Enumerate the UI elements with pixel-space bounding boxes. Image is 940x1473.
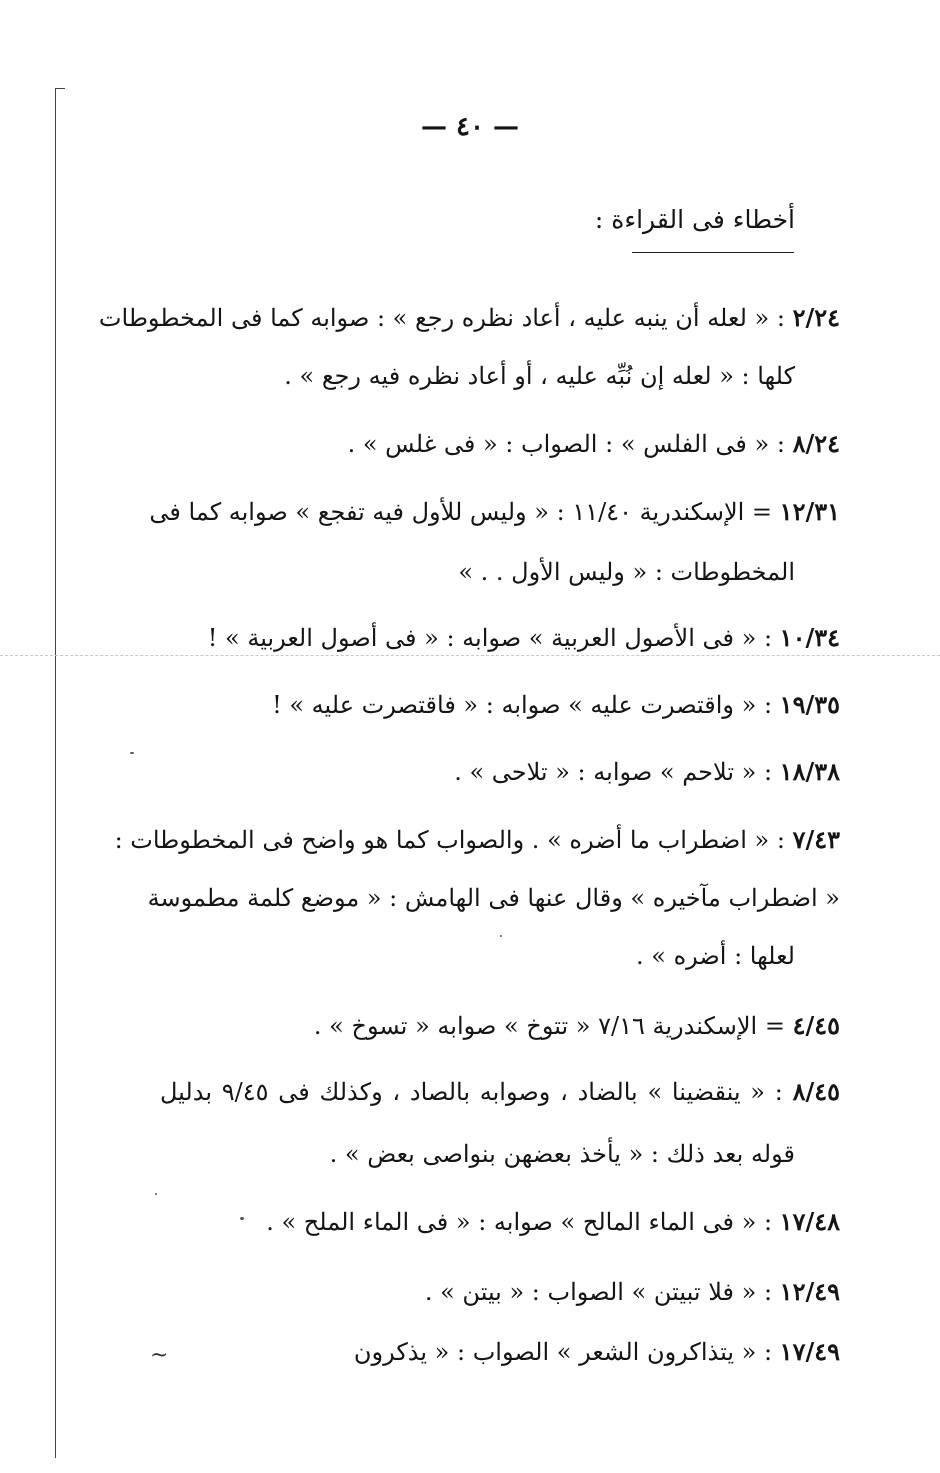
entry-text: : « فى الفلس » : الصواب : « فى غلس » . xyxy=(347,430,793,458)
entry-text: كلها : « لعله إن نُبِّه عليه ، أو أعاد نظره فيه رجع » . xyxy=(284,362,795,390)
entry-line xyxy=(458,552,795,592)
entry-line xyxy=(266,1202,840,1242)
entry-reference: ٤/٤٥ xyxy=(792,1011,840,1040)
scan-speck xyxy=(240,1217,244,1220)
entry-line xyxy=(208,618,840,658)
entry-reference: ٨/٢٤ xyxy=(792,429,840,458)
catchword-mark: ~ xyxy=(150,1343,169,1368)
entry-reference: ١٧/٤٨ xyxy=(779,1207,840,1236)
entry-text: : « تلاحم » صوابه : « تلاحى » . xyxy=(454,758,780,786)
entry-line xyxy=(425,1272,840,1312)
entry-text: : « اضطراب ما أضره » . والصواب كما هو واضح فى المخطوطات : xyxy=(114,826,793,854)
entry-reference: ١٨/٣٨ xyxy=(779,757,840,786)
entry-text: : « لعله أن ينبه عليه ، أعاد نظره رجع » : صوابه كما فى المخطوطات xyxy=(98,304,793,332)
entry-reference: ٧/٤٣ xyxy=(792,825,840,854)
page-number: — ٤٠ — xyxy=(420,112,520,142)
margin-tick xyxy=(55,88,65,89)
section-heading: أخطاء فى القراءة : xyxy=(594,205,795,234)
entry-reference: ١٢/٤٩ xyxy=(779,1277,840,1306)
entry-text: = الإسكندرية ٧/١٦ « تتوخ » صوابه « تسوخ » . xyxy=(313,1012,793,1040)
entry-reference: ١٩/٣٥ xyxy=(779,690,840,719)
heading-underline xyxy=(632,252,794,253)
entry-line xyxy=(272,685,840,725)
entry-line xyxy=(284,356,795,396)
scan-speck xyxy=(130,752,134,754)
entry-line xyxy=(160,1072,840,1112)
entry-line xyxy=(330,1134,795,1174)
entry-text: المخطوطات : « وليس الأول . . » xyxy=(458,558,795,586)
scan-speck xyxy=(155,1193,157,1195)
entry-line xyxy=(314,1006,840,1046)
entry-text: : « فى الأصول العربية » صوابه : « فى أصول العربية » ! xyxy=(207,624,780,652)
entry-line xyxy=(98,298,840,338)
entry-text: قوله بعد ذلك : « يأخذ بعضهن بنواصى بعض » . xyxy=(329,1140,795,1168)
entry-text: « اضطراب مآخيره » وقال عنها فى الهامش : « موضع كلمة مطموسة xyxy=(147,884,840,912)
entry-text: : « فلا تبيتن » الصواب : « بيتن » . xyxy=(424,1278,780,1306)
entry-line xyxy=(147,878,840,918)
entry-text: = الإسكندرية ١١/٤٠ : « وليس للأول فيه تفجع » صوابه كما فى xyxy=(149,498,780,526)
entry-reference: ١٢/٣١ xyxy=(779,497,840,526)
entry-text: : « واقتصرت عليه » صوابه : « فاقتصرت عليه » ! xyxy=(272,691,780,719)
entry-line xyxy=(114,820,840,860)
left-margin-rule xyxy=(55,88,56,1458)
entry-line xyxy=(454,752,840,792)
entry-text: : « فى الماء المالح » صوابه : « فى الماء الملح » . xyxy=(266,1208,780,1236)
entry-text: : « ينقضينا » بالضاد ، وصوابه بالصاد ، وكذلك فى ٩/٤٥ بدليل xyxy=(160,1078,793,1106)
entry-text: لعلها : أضره » . xyxy=(636,942,795,970)
entry-line xyxy=(149,492,840,532)
scan-speck xyxy=(500,935,502,937)
entry-reference: ١٧/٤٩ xyxy=(779,1337,840,1366)
entry-text: : « يتذاكرون الشعر » الصواب : « يذكرون xyxy=(353,1338,780,1366)
entry-reference: ٨/٤٥ xyxy=(792,1077,841,1106)
entry-reference: ٢/٢٤ xyxy=(792,303,840,332)
entry-reference: ١٠/٣٤ xyxy=(779,623,840,652)
entry-line xyxy=(636,936,795,976)
entry-line xyxy=(354,1332,840,1372)
entry-line xyxy=(348,424,840,464)
